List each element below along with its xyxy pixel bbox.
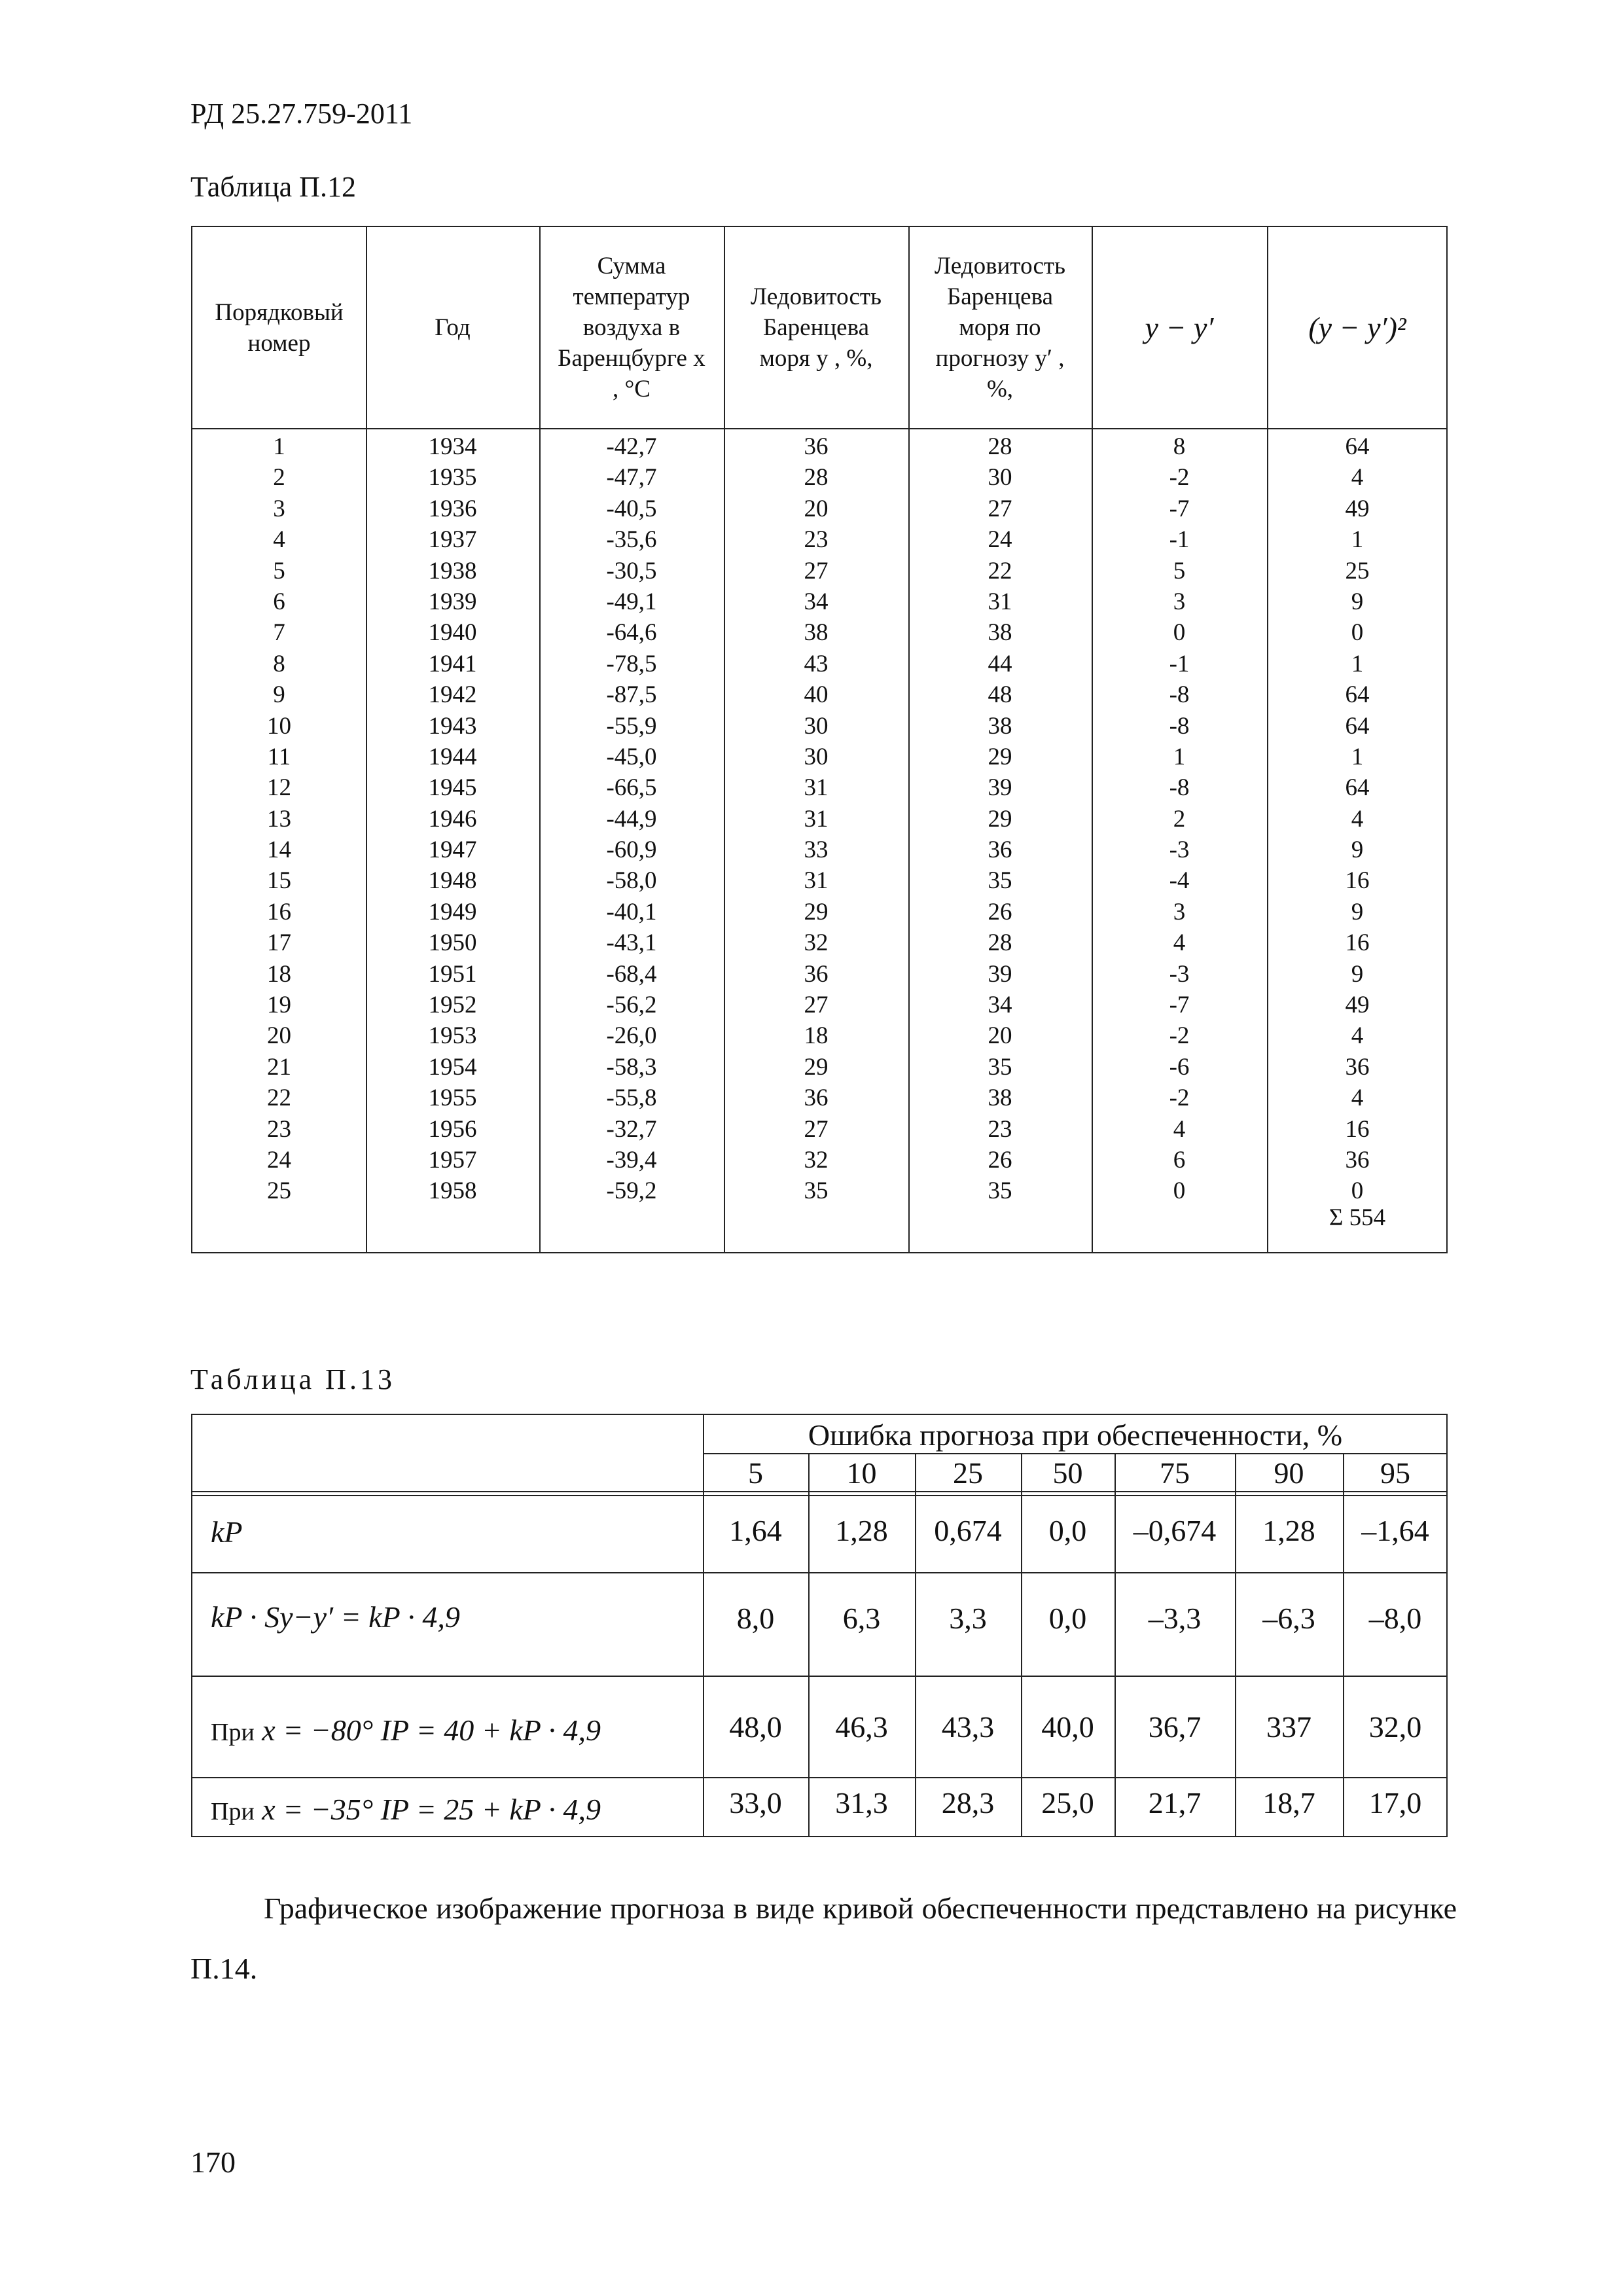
table-cell: 1952 [428, 992, 477, 1019]
table-cell: 27 [804, 557, 829, 584]
table-cell: 30 [804, 743, 829, 770]
table-cell: 337 [1266, 1710, 1311, 1744]
table-cell: -39,4 [606, 1146, 657, 1174]
percent-header: 90 [1274, 1456, 1304, 1490]
table-cell: -59,2 [606, 1177, 657, 1205]
table-cell: -3 [1169, 836, 1190, 864]
table-cell: 25 [1345, 557, 1370, 584]
table-cell: 1945 [428, 774, 477, 802]
table-cell: 28,3 [941, 1786, 995, 1820]
page-number: 170 [190, 2145, 236, 2179]
column-ice-cover [724, 431, 908, 1207]
table-cell: 0 [1173, 1177, 1186, 1205]
table-cell: 5 [1173, 557, 1186, 584]
table-cell: 29 [988, 805, 1012, 833]
table-cell: -58,0 [606, 867, 657, 895]
table-cell: 4 [1173, 929, 1186, 957]
table-cell: 9 [1351, 898, 1364, 925]
table-cell: -78,5 [606, 650, 657, 677]
table-cell: 24 [267, 1146, 291, 1174]
table-cell: 16 [1345, 867, 1370, 895]
table-cell: 36 [1345, 1053, 1370, 1081]
table-cell: 4 [273, 526, 285, 554]
forecast-error-header: Ошибка прогноза при обеспеченности, % [808, 1418, 1343, 1452]
percent-header: 95 [1380, 1456, 1410, 1490]
table-cell: 1941 [428, 650, 477, 677]
table-cell: 20 [988, 1022, 1012, 1050]
table-cell: 1958 [428, 1177, 477, 1205]
table-cell: 1 [1173, 743, 1186, 770]
table-cell: 38 [988, 712, 1012, 740]
table-cell: 8 [1173, 433, 1186, 460]
table-cell: 16 [1345, 929, 1370, 957]
row-label-kp-s: kP · Sy−y′ = kP · 4,9 [211, 1600, 460, 1634]
table-cell: 17,0 [1368, 1786, 1422, 1820]
table-cell: 30 [804, 712, 829, 740]
table-cell: 4 [1351, 1022, 1364, 1050]
table-cell: 12 [267, 774, 291, 802]
table-cell: 20 [804, 495, 829, 522]
table-cell: -3 [1169, 960, 1190, 988]
table-cell: 48 [988, 681, 1012, 709]
table-cell: 33 [804, 836, 829, 864]
percent-header: 75 [1160, 1456, 1190, 1490]
table-cell: 22 [988, 557, 1012, 584]
row-label-x-80: При x = −80° IP = 40 + kP · 4,9 [211, 1713, 601, 1747]
table-cell: 4 [1351, 805, 1364, 833]
table-cell: 5 [273, 557, 285, 584]
table-cell: –1,64 [1361, 1514, 1429, 1547]
table-cell: 15 [267, 867, 291, 895]
table-cell: 1934 [428, 433, 477, 460]
table-cell: 21,7 [1148, 1786, 1202, 1820]
table-cell: 0,0 [1048, 1514, 1087, 1547]
table-cell: 35 [988, 867, 1012, 895]
table-cell: 7 [273, 619, 285, 647]
table-cell: 1950 [428, 929, 477, 957]
table-cell: 1947 [428, 836, 477, 864]
table-cell: 0 [1351, 1177, 1364, 1205]
table-cell: -66,5 [606, 774, 657, 802]
table-cell: 3 [1173, 898, 1186, 925]
table-cell: 1953 [428, 1022, 477, 1050]
document-code: РД 25.27.759-2011 [190, 98, 413, 130]
table-cell: 1956 [428, 1115, 477, 1143]
table-cell: -2 [1169, 464, 1190, 492]
table-cell: 1,28 [1262, 1514, 1315, 1547]
table-cell: 35 [804, 1177, 829, 1205]
table-cell: 36 [988, 836, 1012, 864]
table-cell: 64 [1345, 433, 1370, 460]
table-cell: 18,7 [1262, 1786, 1315, 1820]
column-ice-cover-forecast [908, 431, 1092, 1207]
table-cell: 3 [1173, 588, 1186, 615]
table-cell: 35 [988, 1053, 1012, 1081]
table-cell: 1943 [428, 712, 477, 740]
table-cell: 1944 [428, 743, 477, 770]
table-cell: -64,6 [606, 619, 657, 647]
table-cell: 4 [1173, 1115, 1186, 1143]
table-cell: 6,3 [842, 1602, 881, 1635]
table-cell: –3,3 [1148, 1602, 1202, 1635]
table-cell: -30,5 [606, 557, 657, 584]
table-cell: 32,0 [1368, 1710, 1422, 1744]
table-cell: 18 [267, 960, 291, 988]
table-cell: 25 [267, 1177, 291, 1205]
table-cell: 38 [804, 619, 829, 647]
table-cell: 29 [804, 898, 829, 925]
percent-header: 10 [846, 1456, 877, 1490]
table-cell: 13 [267, 805, 291, 833]
column-difference-squared [1267, 431, 1448, 1207]
table-cell: 1946 [428, 805, 477, 833]
table-cell: 1 [1351, 526, 1364, 554]
table-cell: 64 [1345, 774, 1370, 802]
table-cell: 3,3 [949, 1602, 987, 1635]
table-cell: 34 [804, 588, 829, 615]
table-cell: -8 [1169, 774, 1190, 802]
header-year: Год [435, 314, 471, 341]
sum-total: Σ 554 [1329, 1204, 1386, 1231]
table-cell: 40,0 [1041, 1710, 1094, 1744]
table-cell: 44 [988, 650, 1012, 677]
table-cell: -32,7 [606, 1115, 657, 1143]
table-cell: 1955 [428, 1085, 477, 1112]
table-cell: -55,8 [606, 1085, 657, 1112]
table-cell: -49,1 [606, 588, 657, 615]
table-cell: 0 [1173, 619, 1186, 647]
header-difference-squared: (y − y′)² [1308, 311, 1406, 344]
table-cell: -40,5 [606, 495, 657, 522]
table-cell: 8 [273, 650, 285, 677]
table-cell: 1,64 [729, 1514, 782, 1547]
table-cell: 36 [804, 1085, 829, 1112]
table-cell: 26 [988, 1146, 1012, 1174]
table-cell: 25,0 [1041, 1786, 1094, 1820]
table-cell: -4 [1169, 867, 1190, 895]
table-cell: 1942 [428, 681, 477, 709]
table-cell: 22 [267, 1085, 291, 1112]
table-cell: -55,9 [606, 712, 657, 740]
table-cell: 1940 [428, 619, 477, 647]
table-cell: -58,3 [606, 1053, 657, 1081]
table-cell: 31 [804, 805, 829, 833]
table-12-caption: Таблица П.12 [190, 171, 356, 203]
table-cell: -35,6 [606, 526, 657, 554]
table-cell: 1938 [428, 557, 477, 584]
table-cell: 23 [804, 526, 829, 554]
table-cell: –0,674 [1133, 1514, 1217, 1547]
table-cell: 20 [267, 1022, 291, 1050]
table-cell: 0,0 [1048, 1602, 1087, 1635]
table-cell: -42,7 [606, 433, 657, 460]
table-cell: -44,9 [606, 805, 657, 833]
table-12 [191, 226, 1448, 1253]
table-cell: -47,7 [606, 464, 657, 492]
table-cell: 17 [267, 929, 291, 957]
table-cell: 0,674 [934, 1514, 1002, 1547]
table-cell: 40 [804, 681, 829, 709]
column-year [366, 431, 539, 1207]
table-cell: 30 [988, 464, 1012, 492]
table-cell: -8 [1169, 712, 1190, 740]
table-cell: 31 [804, 774, 829, 802]
header-ice-cover-forecast: Ледовитость Баренцева моря по прогнозу y′ , %, [935, 253, 1065, 403]
table-cell: –6,3 [1262, 1602, 1315, 1635]
table-cell: 1957 [428, 1146, 477, 1174]
table-cell: 6 [273, 588, 285, 615]
header-ice-cover: Ледовитость Баренцева моря y , %, [751, 283, 882, 372]
table-cell: 1939 [428, 588, 477, 615]
table-cell: 19 [267, 992, 291, 1019]
table-cell: 39 [988, 774, 1012, 802]
percent-header: 5 [748, 1456, 763, 1490]
table-cell: 1936 [428, 495, 477, 522]
table-cell: -45,0 [606, 743, 657, 770]
table-cell: 1 [273, 433, 285, 460]
table-cell: 29 [988, 743, 1012, 770]
table-cell: -7 [1169, 992, 1190, 1019]
table-cell: 31,3 [835, 1786, 888, 1820]
table-cell: 9 [1351, 588, 1364, 615]
row-label-x-35: При x = −35° IP = 25 + kP · 4,9 [211, 1793, 601, 1826]
table-cell: -40,1 [606, 898, 657, 925]
table-cell: 16 [1345, 1115, 1370, 1143]
table-cell: -60,9 [606, 836, 657, 864]
table-cell: -56,2 [606, 992, 657, 1019]
header-temperature-sum: Сумма температур воздуха в Баренцбурге x , °C [558, 253, 705, 403]
table-cell: 4 [1351, 464, 1364, 492]
table-cell: 28 [988, 929, 1012, 957]
table-cell: 4 [1351, 1085, 1364, 1112]
percent-header: 50 [1052, 1456, 1083, 1490]
table-cell: 27 [804, 992, 829, 1019]
table-cell: 23 [988, 1115, 1012, 1143]
table-cell: 16 [267, 898, 291, 925]
table-cell: 1949 [428, 898, 477, 925]
percent-header: 25 [953, 1456, 983, 1490]
table-cell: -26,0 [606, 1022, 657, 1050]
table-cell: 27 [988, 495, 1012, 522]
table-cell: 9 [273, 681, 285, 709]
table-cell: 36,7 [1148, 1710, 1202, 1744]
table-cell: 43 [804, 650, 829, 677]
header-order-number: Порядковый номер [215, 298, 344, 357]
table-cell: -1 [1169, 526, 1190, 554]
table-cell: 9 [1351, 960, 1364, 988]
table-cell: 38 [988, 1085, 1012, 1112]
table-cell: 24 [988, 526, 1012, 554]
table-cell: 43,3 [941, 1710, 995, 1744]
table-cell: 11 [267, 743, 291, 770]
table-cell: 46,3 [835, 1710, 888, 1744]
table-cell: 10 [267, 712, 291, 740]
table-cell: 33,0 [729, 1786, 782, 1820]
table-cell: 49 [1345, 992, 1370, 1019]
header-difference: y − y′ [1145, 311, 1214, 344]
table-cell: 1948 [428, 867, 477, 895]
table-cell: -8 [1169, 681, 1190, 709]
table-cell: 38 [988, 619, 1012, 647]
table-cell: 1 [1351, 650, 1364, 677]
table-cell: 28 [804, 464, 829, 492]
table-cell: 23 [267, 1115, 291, 1143]
body-paragraph: Графическое изображение прогноза в виде кривой обеспеченности представлено на рисунке П.14. [190, 1892, 1457, 1985]
table-cell: 8,0 [736, 1602, 775, 1635]
table-cell: -6 [1169, 1053, 1190, 1081]
column-difference [1092, 431, 1267, 1207]
table-cell: 48,0 [729, 1710, 782, 1744]
table-cell: 29 [804, 1053, 829, 1081]
table-cell: 0 [1351, 619, 1364, 647]
table-cell: 31 [988, 588, 1012, 615]
table-cell: -7 [1169, 495, 1190, 522]
table-cell: 32 [804, 1146, 829, 1174]
table-cell: 64 [1345, 681, 1370, 709]
table-cell: -2 [1169, 1085, 1190, 1112]
table-cell: 1 [1351, 743, 1364, 770]
table-cell: 35 [988, 1177, 1012, 1205]
row-label-kp: kP [211, 1515, 243, 1549]
table-cell: -43,1 [606, 929, 657, 957]
table-cell: –8,0 [1368, 1602, 1422, 1635]
table-cell: 18 [804, 1022, 829, 1050]
table-cell: 26 [988, 898, 1012, 925]
table-cell: 36 [1345, 1146, 1370, 1174]
table-cell: -1 [1169, 650, 1190, 677]
column-temperature-sum [539, 431, 724, 1207]
table-cell: 32 [804, 929, 829, 957]
table-cell: 36 [804, 433, 829, 460]
table-cell: 36 [804, 960, 829, 988]
table-13-caption: Таблица П.13 [190, 1363, 395, 1395]
table-cell: -87,5 [606, 681, 657, 709]
table-cell: 6 [1173, 1146, 1186, 1174]
table-cell: 3 [273, 495, 285, 522]
table-cell: 1951 [428, 960, 477, 988]
table-cell: 21 [267, 1053, 291, 1081]
table-13 [191, 1414, 1448, 1837]
table-cell: -68,4 [606, 960, 657, 988]
table-cell: 1954 [428, 1053, 477, 1081]
table-cell: -2 [1169, 1022, 1190, 1050]
table-cell: 34 [988, 992, 1012, 1019]
table-cell: 49 [1345, 495, 1370, 522]
column-order-number [192, 431, 366, 1207]
table-cell: 64 [1345, 712, 1370, 740]
table-cell: 28 [988, 433, 1012, 460]
table-cell: 27 [804, 1115, 829, 1143]
table-cell: 2 [1173, 805, 1186, 833]
table-cell: 9 [1351, 836, 1364, 864]
table-cell: 1935 [428, 464, 477, 492]
table-cell: 2 [273, 464, 285, 492]
table-cell: 1,28 [835, 1514, 888, 1547]
table-cell: 1937 [428, 526, 477, 554]
table-cell: 39 [988, 960, 1012, 988]
table-cell: 14 [267, 836, 291, 864]
table-cell: 31 [804, 867, 829, 895]
